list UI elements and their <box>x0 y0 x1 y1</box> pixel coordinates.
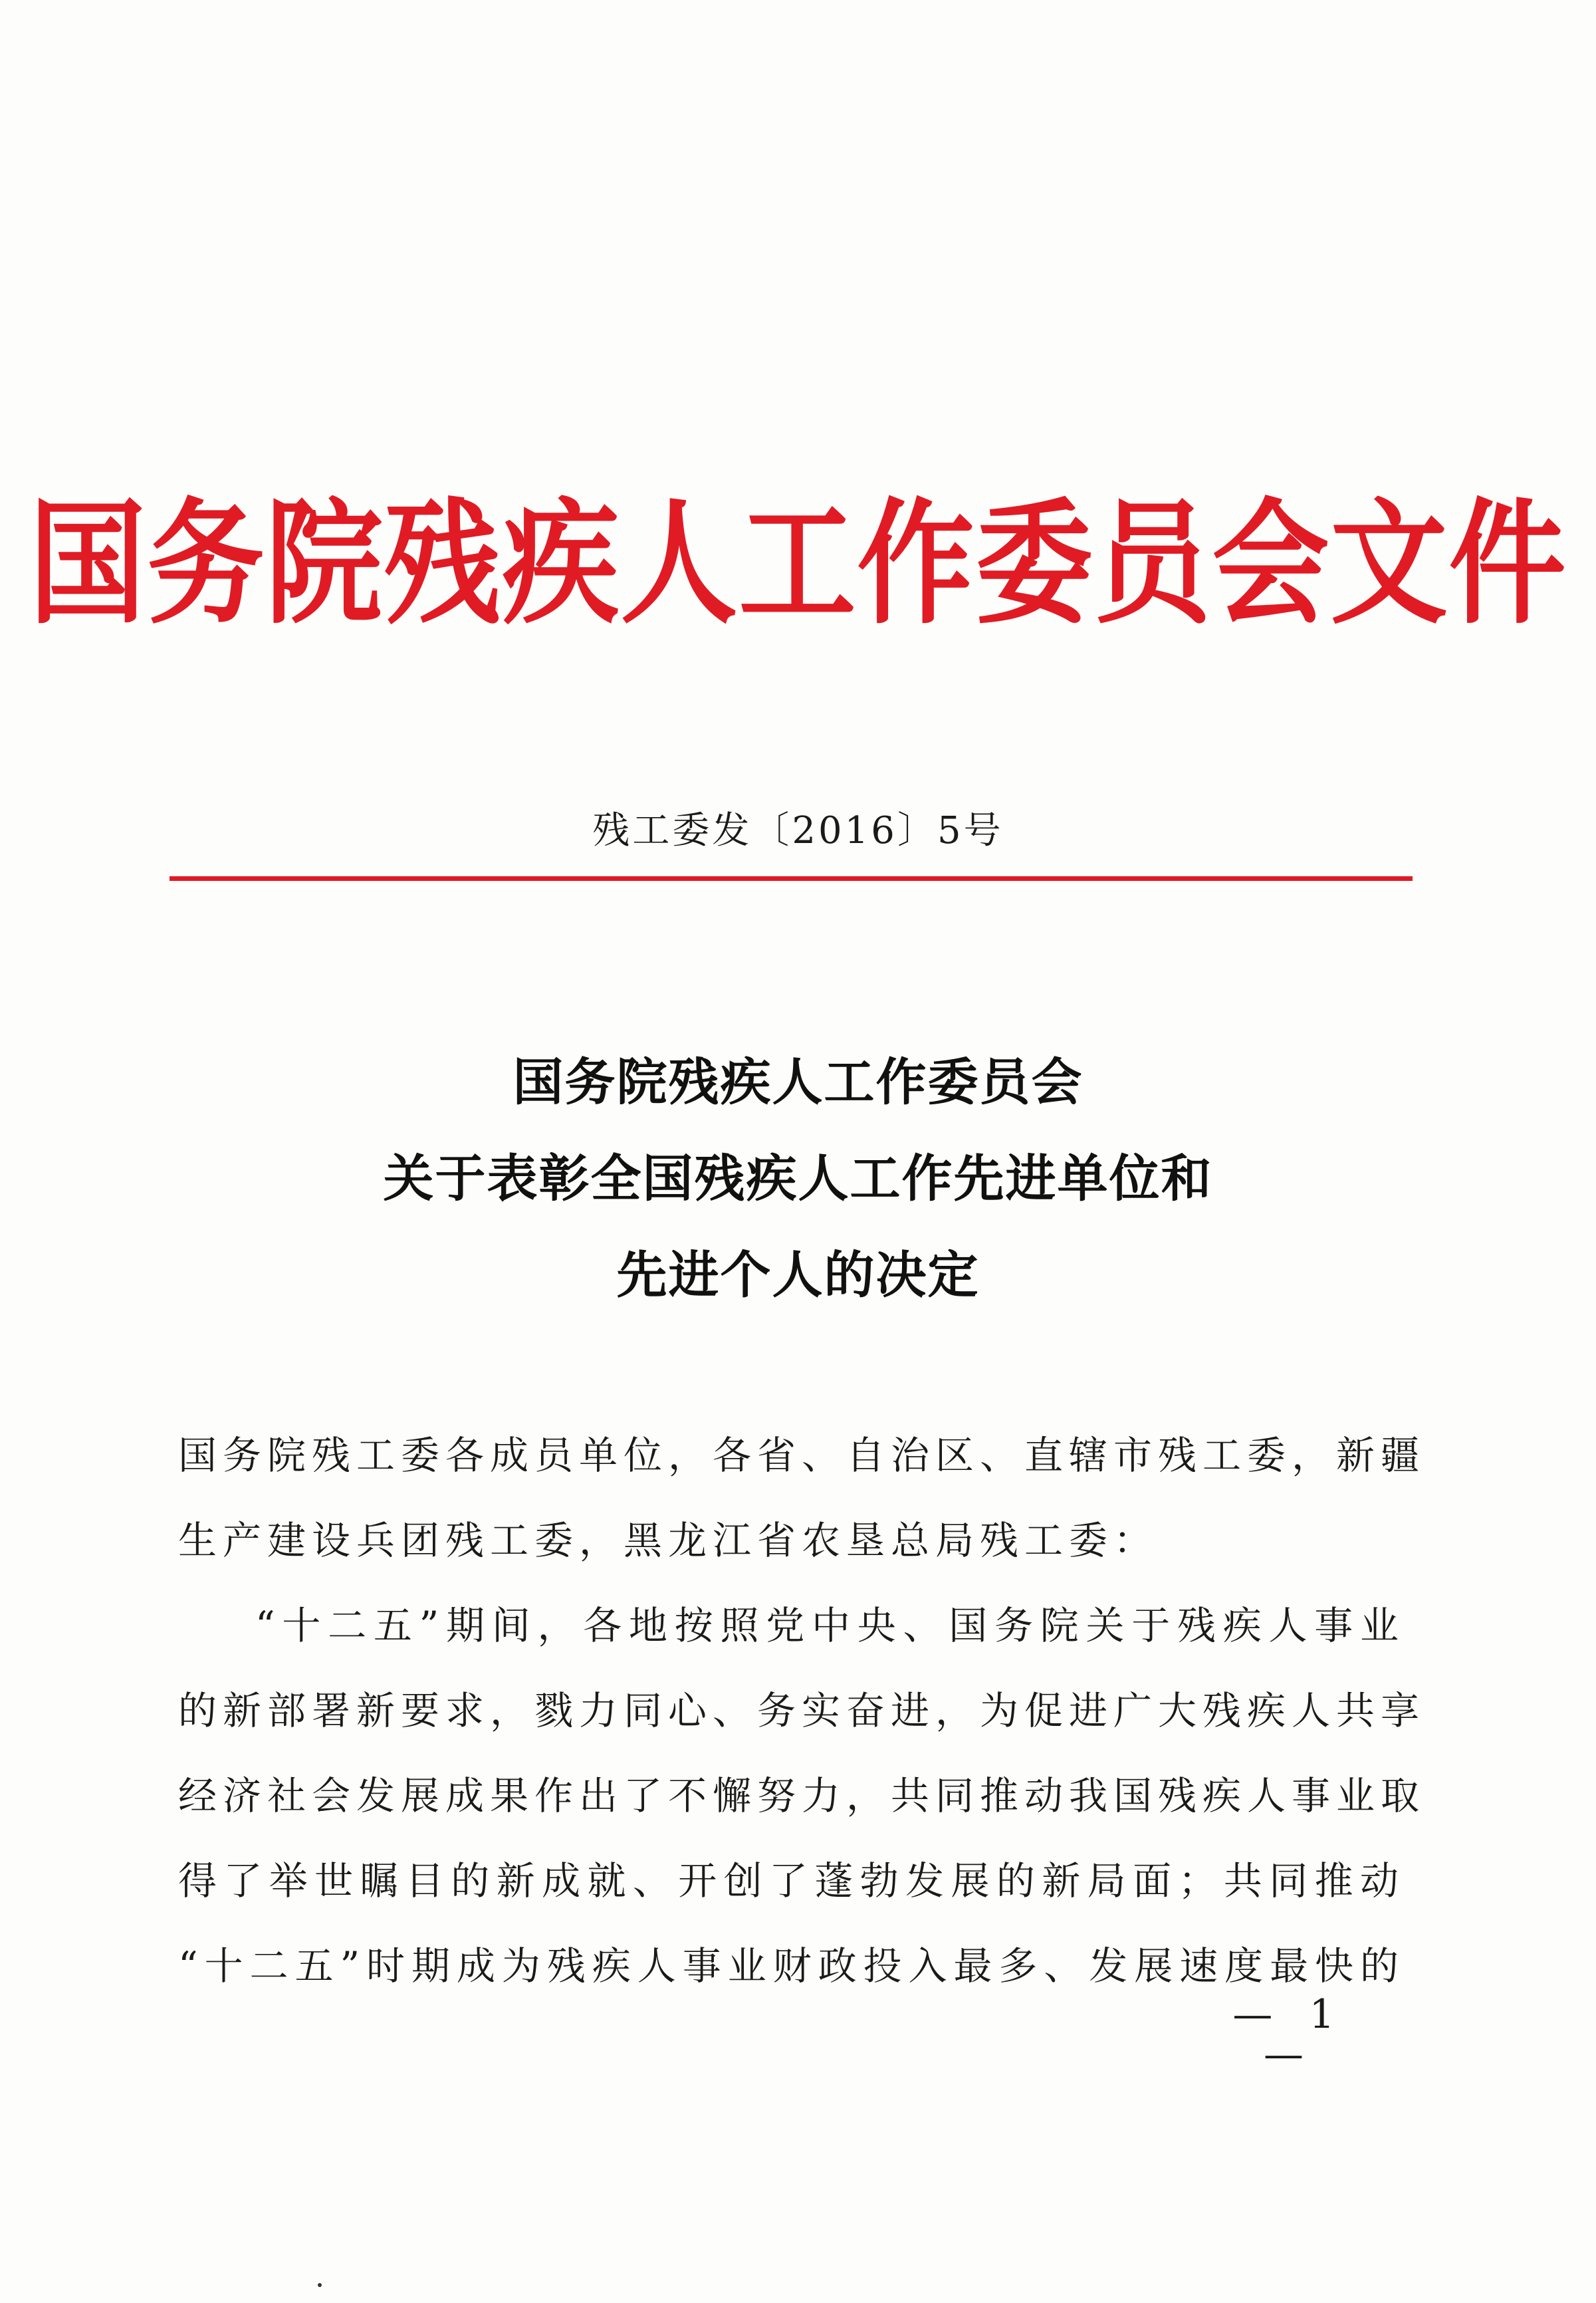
page-number: — 1 — <box>1232 1991 1347 2078</box>
body-line: “十二五”期间，各地按照党中央、国务院关于残疾人事业 <box>255 1603 1405 1648</box>
red-divider-rule <box>170 876 1413 881</box>
body-line: 得了举世瞩目的新成就、开创了蓬勃发展的新局面；共同推动 <box>178 1858 1405 1903</box>
body-line: 经济社会发展成果作出了不懈努力，共同推动我国残疾人事业取 <box>178 1773 1426 1818</box>
body-text <box>178 1413 1426 2008</box>
scan-speck <box>318 2283 322 2287</box>
body-line: 生产建设兵团残工委，黑龙江省农垦总局残工委： <box>178 1518 1159 1563</box>
document-title-line-2: 关于表彰全国残疾人工作先进单位和 <box>383 1149 1213 1208</box>
document-title-line-3: 先进个人的决定 <box>616 1245 980 1304</box>
body-line: 的新部署新要求，戮力同心、务实奋进，为促进广大残疾人共享 <box>178 1688 1426 1733</box>
issuer-header-title: 国务院残疾人工作委员会文件 <box>29 484 1567 643</box>
document-title-line-1: 国务院残疾人工作委员会 <box>513 1052 1083 1112</box>
document-number: 残工委发〔2016〕5号 <box>592 809 1004 852</box>
body-line: 国务院残工委各成员单位，各省、自治区、直辖市残工委，新疆 <box>178 1433 1426 1478</box>
body-line: “十二五”时期成为残疾人事业财政投入最多、发展速度最快的 <box>178 1943 1405 1989</box>
